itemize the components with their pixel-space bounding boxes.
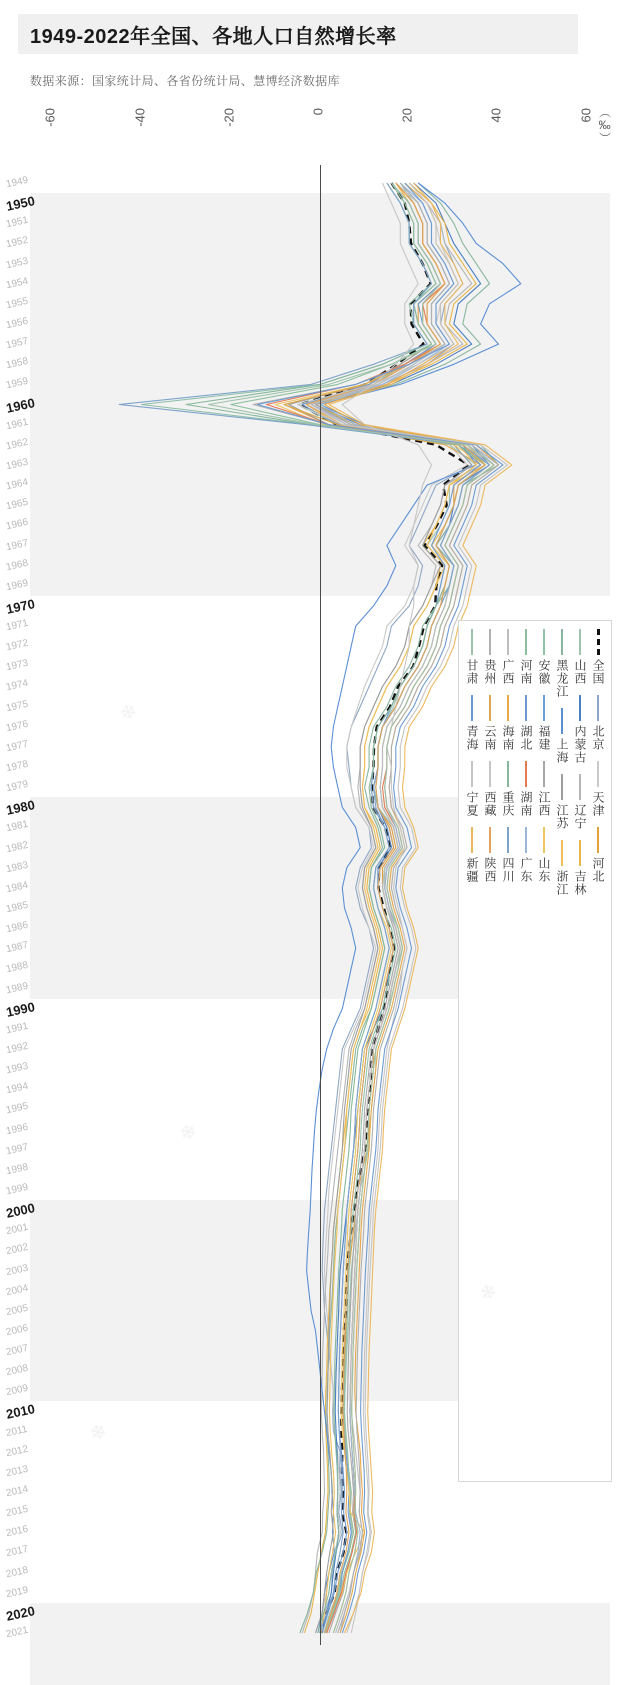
year-label-1982: 1982	[5, 839, 30, 855]
year-label-1985: 1985	[5, 899, 30, 916]
watermark: ❄	[416, 899, 441, 927]
legend-item-黑龙江[interactable]	[556, 629, 568, 698]
legend-item-上海[interactable]	[556, 708, 568, 764]
legend-item-重庆[interactable]	[502, 761, 514, 817]
legend-label: 重庆	[501, 791, 515, 817]
year-label-2005: 2005	[5, 1302, 30, 1318]
legend-swatch-icon	[597, 629, 600, 655]
legend-swatch-icon	[579, 774, 581, 800]
legend-item-江西[interactable]	[538, 761, 550, 817]
year-label-1994: 1994	[5, 1081, 30, 1097]
legend-column	[589, 629, 607, 1473]
legend[interactable]	[458, 620, 612, 1482]
legend-label: 海南	[501, 725, 515, 751]
year-label-1979: 1979	[5, 778, 30, 795]
legend-item-内蒙古[interactable]	[574, 695, 586, 764]
legend-label: 全国	[591, 659, 605, 685]
legend-item-福建[interactable]	[538, 695, 550, 751]
legend-label: 贵州	[483, 659, 497, 685]
axis-tick-20: 20	[399, 108, 415, 123]
year-label-1966: 1966	[5, 517, 30, 533]
legend-swatch-icon	[561, 774, 563, 800]
legend-item-河北[interactable]	[592, 827, 604, 883]
axis-unit-label: （‰）	[597, 106, 612, 144]
year-label-2000: 2000	[4, 1200, 37, 1221]
title-bar	[18, 14, 578, 54]
legend-label: 四川	[501, 857, 515, 883]
year-label-1998: 1998	[5, 1161, 30, 1177]
legend-item-河南[interactable]	[520, 629, 532, 685]
legend-label: 天津	[591, 791, 605, 817]
legend-swatch-icon	[597, 827, 599, 853]
watermark: ❄	[496, 519, 521, 547]
year-label-2001: 2001	[5, 1222, 30, 1238]
legend-label: 北京	[591, 725, 605, 751]
year-label-2019: 2019	[5, 1584, 30, 1600]
legend-item-云南[interactable]	[484, 695, 496, 751]
year-label-2003: 2003	[5, 1262, 30, 1278]
year-label-1968: 1968	[5, 557, 30, 573]
legend-label: 广东	[519, 857, 533, 883]
legend-label: 江苏	[555, 804, 569, 830]
legend-label: 陕西	[483, 857, 497, 883]
year-label-1987: 1987	[5, 940, 30, 956]
year-label-1995: 1995	[5, 1101, 30, 1117]
year-label-1977: 1977	[5, 738, 30, 755]
axis-tick--40: -40	[132, 108, 148, 127]
legend-label: 吉林	[573, 870, 587, 896]
legend-column	[517, 629, 535, 1473]
watermark: ❄	[476, 1279, 501, 1307]
legend-label: 新疆	[465, 857, 479, 883]
legend-swatch-icon	[507, 629, 509, 655]
legend-label: 福建	[537, 725, 551, 751]
legend-label: 宁夏	[465, 791, 479, 817]
legend-swatch-icon	[597, 761, 599, 787]
year-label-1958: 1958	[5, 356, 30, 372]
legend-item-北京[interactable]	[592, 695, 604, 751]
year-label-2021: 2021	[5, 1624, 30, 1641]
year-label-1950: 1950	[4, 193, 37, 214]
year-label-1952: 1952	[5, 235, 30, 251]
year-label-1989: 1989	[5, 980, 30, 996]
year-label-2008: 2008	[5, 1362, 30, 1379]
legend-item-湖北[interactable]	[520, 695, 532, 751]
legend-column	[553, 629, 571, 1473]
legend-swatch-icon	[489, 695, 491, 721]
watermark: ❄	[296, 299, 321, 327]
year-label-2002: 2002	[5, 1242, 30, 1258]
zero-axis-line	[320, 165, 321, 1645]
year-label-2012: 2012	[5, 1443, 30, 1459]
year-label-1963: 1963	[5, 456, 30, 473]
legend-item-江苏[interactable]	[556, 774, 568, 830]
year-label-1969: 1969	[5, 577, 30, 593]
legend-swatch-icon	[561, 840, 563, 866]
legend-item-广东[interactable]	[520, 827, 532, 883]
legend-label: 西藏	[483, 791, 497, 817]
legend-column	[463, 629, 481, 1473]
legend-item-新疆[interactable]	[466, 827, 478, 883]
legend-swatch-icon	[543, 827, 545, 853]
legend-item-安徽[interactable]	[538, 629, 550, 685]
legend-item-山东[interactable]	[538, 827, 550, 883]
legend-label: 安徽	[537, 659, 551, 685]
year-label-1955: 1955	[5, 295, 30, 312]
legend-item-浙江[interactable]	[556, 840, 568, 896]
year-label-2016: 2016	[5, 1524, 30, 1540]
legend-item-吉林[interactable]	[574, 840, 586, 896]
legend-swatch-icon	[471, 629, 473, 655]
year-label-2006: 2006	[5, 1322, 30, 1339]
year-label-2009: 2009	[5, 1383, 30, 1399]
year-label-1988: 1988	[5, 960, 30, 976]
legend-label: 浙江	[555, 870, 569, 896]
series-line-山东	[275, 183, 485, 1633]
legend-swatch-icon	[579, 840, 581, 866]
axis-tick--20: -20	[221, 108, 237, 127]
legend-swatch-icon	[579, 695, 581, 721]
legend-column	[499, 629, 517, 1473]
legend-swatch-icon	[471, 761, 473, 787]
year-label-1951: 1951	[5, 215, 30, 231]
year-label-1967: 1967	[5, 537, 30, 553]
legend-item-青海[interactable]	[466, 695, 478, 751]
legend-item-天津[interactable]	[592, 761, 604, 817]
legend-swatch-icon	[489, 827, 491, 853]
year-label-1974: 1974	[5, 678, 30, 694]
year-label-1975: 1975	[5, 698, 30, 714]
year-label-1996: 1996	[5, 1121, 30, 1137]
legend-swatch-icon	[543, 761, 545, 787]
legend-swatch-icon	[561, 708, 563, 734]
axis-tick-60: 60	[578, 108, 594, 123]
axis-tick--60: -60	[42, 108, 58, 127]
year-label-1999: 1999	[5, 1181, 30, 1198]
page-title: 1949-2022年全国、各地人口自然增长率	[30, 25, 397, 48]
legend-item-山西[interactable]	[574, 629, 586, 685]
value-axis	[0, 104, 640, 164]
legend-label: 辽宁	[573, 804, 587, 830]
legend-swatch-icon	[471, 827, 473, 853]
year-label-1976: 1976	[5, 718, 30, 734]
legend-swatch-icon	[507, 761, 509, 787]
year-label-1983: 1983	[5, 859, 30, 875]
legend-swatch-icon	[543, 629, 545, 655]
year-label-2017: 2017	[5, 1544, 30, 1560]
legend-swatch-icon	[489, 761, 491, 787]
legend-column	[535, 629, 553, 1473]
year-label-1984: 1984	[5, 879, 30, 896]
year-label-2007: 2007	[5, 1342, 30, 1359]
legend-label: 山西	[573, 659, 587, 685]
year-label-1957: 1957	[5, 335, 30, 352]
legend-label: 湖北	[519, 725, 533, 751]
watermark: ❄	[176, 1119, 201, 1147]
legend-swatch-icon	[561, 629, 563, 655]
legend-item-湖南[interactable]	[520, 761, 532, 817]
year-label-2011: 2011	[5, 1423, 29, 1439]
legend-swatch-icon	[525, 761, 527, 787]
year-label-1978: 1978	[5, 758, 30, 775]
legend-item-西藏[interactable]	[484, 761, 496, 817]
watermark: ❄	[86, 1419, 111, 1447]
year-label-2020: 2020	[4, 1603, 37, 1624]
year-label-1970: 1970	[4, 596, 37, 617]
legend-item-宁夏[interactable]	[466, 761, 478, 817]
year-label-1972: 1972	[5, 637, 30, 654]
legend-label: 上海	[555, 738, 569, 764]
legend-item-广西[interactable]	[502, 629, 514, 685]
legend-label: 广西	[501, 659, 515, 685]
legend-label: 河北	[591, 857, 605, 883]
legend-label: 江西	[537, 791, 551, 817]
watermark: ❄	[116, 699, 141, 727]
legend-label: 山东	[537, 857, 551, 883]
year-label-1959: 1959	[5, 376, 30, 392]
year-label-1997: 1997	[5, 1141, 30, 1157]
legend-swatch-icon	[579, 629, 581, 655]
year-label-1990: 1990	[4, 998, 37, 1020]
year-label-1981: 1981	[5, 819, 30, 835]
legend-label: 黑龙江	[555, 659, 569, 698]
legend-swatch-icon	[471, 695, 473, 721]
legend-label: 湖南	[519, 791, 533, 817]
year-label-1961: 1961	[5, 416, 30, 432]
year-label-2018: 2018	[5, 1564, 30, 1580]
source-note: 数据来源：国家统计局、各省份统计局、慧博经济数据库	[30, 74, 341, 88]
legend-item-海南[interactable]	[502, 695, 514, 751]
legend-item-陕西[interactable]	[484, 827, 496, 883]
legend-swatch-icon	[543, 695, 545, 721]
year-label-1965: 1965	[5, 497, 30, 513]
legend-label: 河南	[519, 659, 533, 685]
legend-label: 云南	[483, 725, 497, 751]
legend-item-全国[interactable]	[592, 629, 604, 685]
year-label-2010: 2010	[4, 1401, 37, 1423]
legend-swatch-icon	[507, 695, 509, 721]
year-label-1993: 1993	[5, 1060, 30, 1077]
axis-tick-40: 40	[488, 108, 504, 123]
legend-item-四川[interactable]	[502, 827, 514, 883]
year-label-1992: 1992	[5, 1040, 30, 1057]
axis-tick-0: 0	[310, 108, 326, 116]
legend-swatch-icon	[525, 827, 527, 853]
legend-item-贵州[interactable]	[484, 629, 496, 685]
legend-label: 青海	[465, 725, 479, 751]
year-label-2015: 2015	[5, 1503, 30, 1520]
year-label-1953: 1953	[5, 255, 30, 271]
legend-column	[481, 629, 499, 1473]
year-label-1949: 1949	[5, 174, 30, 191]
year-label-1954: 1954	[5, 275, 30, 291]
year-label-1960: 1960	[4, 394, 37, 416]
legend-swatch-icon	[507, 827, 509, 853]
year-label-1962: 1962	[5, 436, 30, 452]
watermark: ❄	[56, 189, 81, 217]
year-label-1956: 1956	[5, 315, 30, 332]
legend-column	[571, 629, 589, 1473]
legend-item-辽宁[interactable]	[574, 774, 586, 830]
year-label-1980: 1980	[4, 797, 37, 819]
year-label-1986: 1986	[5, 919, 30, 936]
year-label-1964: 1964	[5, 476, 30, 493]
legend-label: 内蒙古	[573, 725, 587, 764]
legend-swatch-icon	[489, 629, 491, 655]
legend-swatch-icon	[525, 629, 527, 655]
year-label-2013: 2013	[5, 1463, 30, 1480]
year-label-1991: 1991	[5, 1020, 30, 1037]
year-label-2014: 2014	[5, 1483, 30, 1500]
year-label-1971: 1971	[5, 617, 30, 634]
legend-label: 甘肃	[465, 659, 479, 685]
year-label-1973: 1973	[5, 658, 30, 674]
legend-swatch-icon	[597, 695, 599, 721]
year-label-2004: 2004	[5, 1282, 30, 1298]
legend-swatch-icon	[525, 695, 527, 721]
legend-item-甘肃[interactable]	[466, 629, 478, 685]
